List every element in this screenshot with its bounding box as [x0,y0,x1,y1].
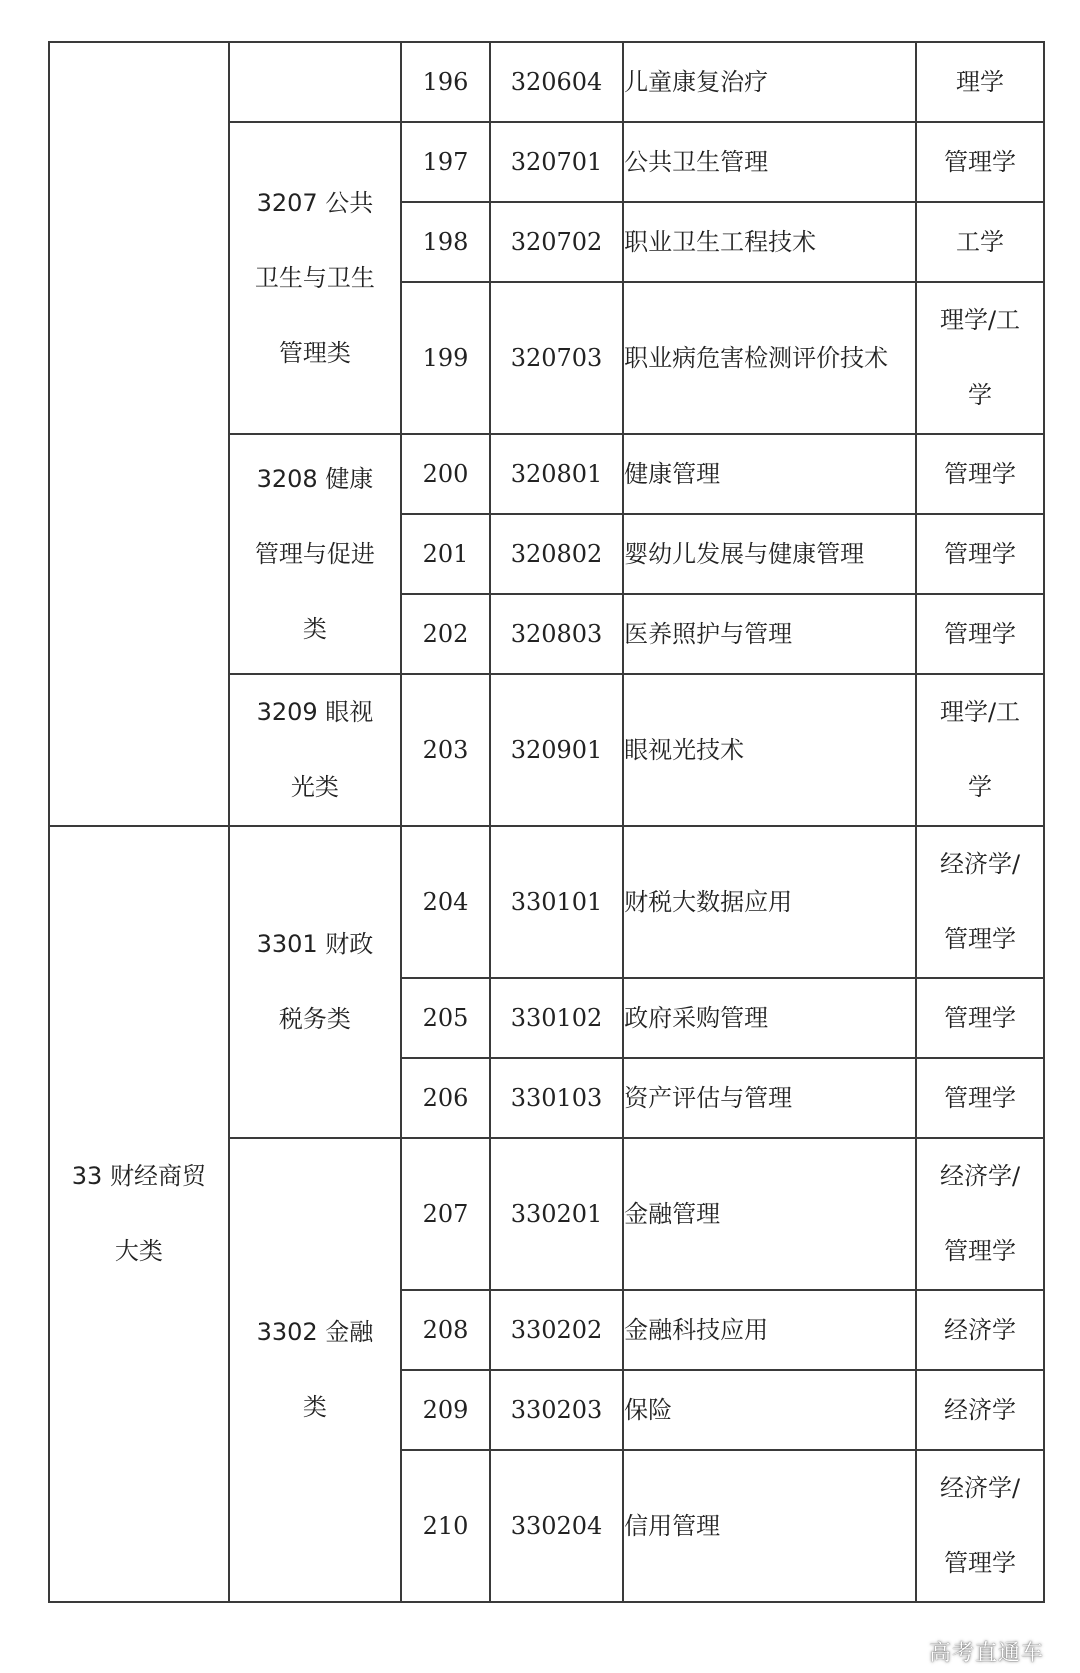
major-name: 儿童康复治疗 [623,42,916,122]
major-name: 职业卫生工程技术 [623,202,916,282]
degree-label: 管理学 [944,147,1016,176]
serial-number: 196 [401,42,490,122]
major-name: 政府采购管理 [623,978,916,1058]
degree-label: 经济学/管理学 [939,1162,1021,1265]
serial-number: 205 [401,978,490,1058]
major-code: 330202 [490,1290,623,1370]
degree-cell [916,122,1044,202]
major-code: 320703 [490,282,623,434]
major-name: 保险 [623,1370,916,1450]
category-cell [49,826,229,1602]
degree-label: 理学/工学 [939,698,1021,801]
subcategory-cell [229,1138,401,1602]
category-label: 33 财经商贸大类 [71,1162,206,1265]
subcategory-label: 3209 眼视光类 [256,698,374,801]
degree-cell [916,978,1044,1058]
serial-number: 206 [401,1058,490,1138]
serial-number: 198 [401,202,490,282]
major-code: 320702 [490,202,623,282]
degree-cell [916,1138,1044,1290]
subcategory-label: 3302 金融类 [256,1318,374,1421]
degree-label: 理学/工学 [939,306,1021,409]
degree-cell [916,1290,1044,1370]
major-name: 资产评估与管理 [623,1058,916,1138]
degree-label: 理学 [956,67,1004,96]
degree-label: 经济学 [944,1315,1016,1344]
major-name: 金融管理 [623,1138,916,1290]
major-code: 330103 [490,1058,623,1138]
major-code: 330101 [490,826,623,978]
serial-number: 203 [401,674,490,826]
degree-cell [916,514,1044,594]
degree-cell [916,1058,1044,1138]
major-name: 眼视光技术 [623,674,916,826]
degree-cell [916,202,1044,282]
degree-label: 管理学 [944,459,1016,488]
serial-number: 208 [401,1290,490,1370]
serial-number: 209 [401,1370,490,1450]
subcategory-label: 3301 财政税务类 [256,930,374,1033]
serial-number: 197 [401,122,490,202]
major-name: 财税大数据应用 [623,826,916,978]
subcategory-label: 3207 公共卫生与卫生管理类 [254,188,375,367]
serial-number: 207 [401,1138,490,1290]
degree-cell [916,594,1044,674]
degree-cell [916,826,1044,978]
major-name: 公共卫生管理 [623,122,916,202]
table-row [49,826,1044,978]
subcategory-label: 3208 健康管理与促进类 [254,464,375,643]
category-cell [49,42,229,826]
degree-label: 经济学/管理学 [939,850,1021,953]
major-name: 婴幼儿发展与健康管理 [623,514,916,594]
degree-label: 管理学 [944,619,1016,648]
degree-label: 管理学 [944,1083,1016,1112]
major-code: 320901 [490,674,623,826]
degree-cell [916,1450,1044,1602]
major-code: 320701 [490,122,623,202]
subcategory-cell [229,434,401,674]
serial-number: 199 [401,282,490,434]
major-code: 320801 [490,434,623,514]
subcategory-cell [229,826,401,1138]
subcategory-cell [229,122,401,434]
watermark: 高考直通车 [928,1641,1044,1666]
major-code: 320604 [490,42,623,122]
major-name: 职业病危害检测评价技术 [623,282,916,434]
table-row [49,42,1044,122]
degree-cell [916,674,1044,826]
serial-number: 201 [401,514,490,594]
major-code: 330204 [490,1450,623,1602]
serial-number: 200 [401,434,490,514]
degree-cell [916,282,1044,434]
degree-cell [916,434,1044,514]
major-name: 健康管理 [623,434,916,514]
major-name: 医养照护与管理 [623,594,916,674]
major-code: 330102 [490,978,623,1058]
degree-cell [916,1370,1044,1450]
major-code: 320802 [490,514,623,594]
major-name: 信用管理 [623,1450,916,1602]
major-code: 330201 [490,1138,623,1290]
majors-table [48,41,1045,1603]
serial-number: 202 [401,594,490,674]
major-name: 金融科技应用 [623,1290,916,1370]
subcategory-cell [229,42,401,122]
degree-label: 经济学 [944,1395,1016,1424]
degree-label: 经济学/管理学 [939,1474,1021,1577]
degree-label: 管理学 [944,1003,1016,1032]
major-code: 330203 [490,1370,623,1450]
serial-number: 210 [401,1450,490,1602]
subcategory-cell [229,674,401,826]
degree-cell [916,42,1044,122]
degree-label: 工学 [956,227,1004,256]
degree-label: 管理学 [944,539,1016,568]
major-code: 320803 [490,594,623,674]
serial-number: 204 [401,826,490,978]
